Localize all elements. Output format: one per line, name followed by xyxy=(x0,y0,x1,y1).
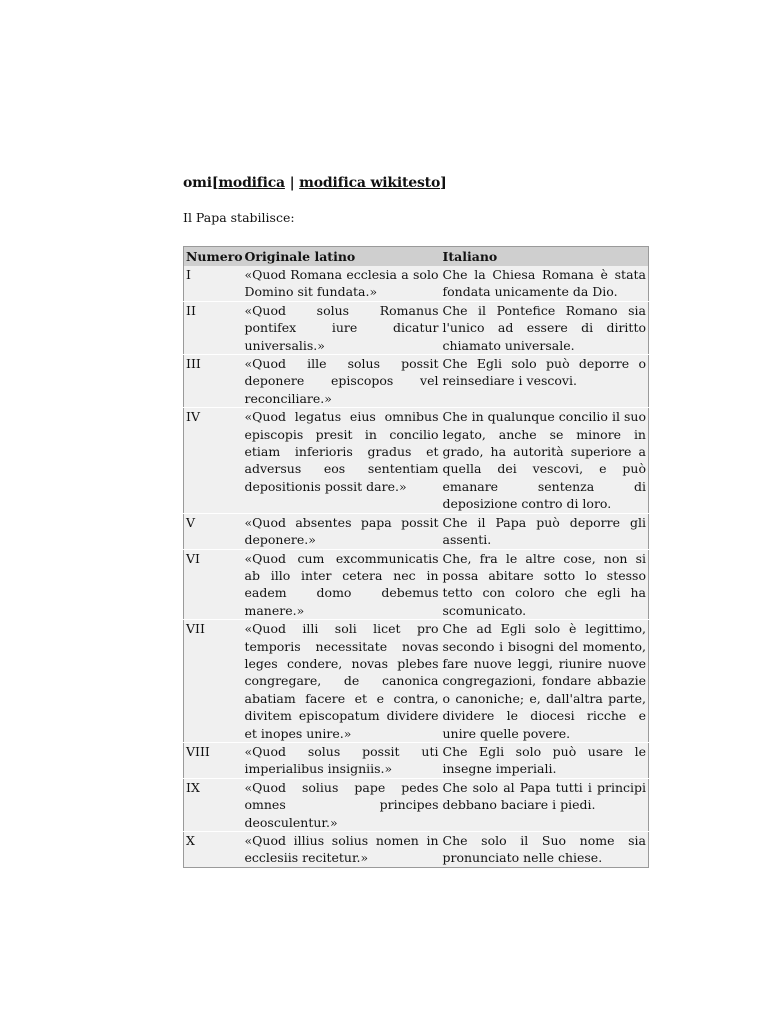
row-number-cell: I xyxy=(184,266,243,301)
table-row xyxy=(184,742,649,778)
edit-links-separator: | xyxy=(284,175,300,191)
header-number: Numero xyxy=(184,247,243,267)
table-row xyxy=(184,355,649,408)
latin-text-cell: «Quod illius solius nomen in ecclesiis recitetur.» xyxy=(244,833,439,866)
italian-text-cell: Che la Chiesa Romana è stata fondata unicamente da Dio. xyxy=(441,266,649,301)
row-number-cell: IX xyxy=(184,778,243,831)
table-row xyxy=(184,549,649,620)
latin-text-cell: «Quod Romana ecclesia a solo Domino sit fundata.» xyxy=(244,267,439,300)
latin-text-cell: «Quod solus Romanus pontifex iure dicatur universalis.» xyxy=(244,302,439,353)
row-number-cell: VII xyxy=(184,620,243,743)
row-number-cell: III xyxy=(184,355,243,408)
italian-text-cell: Che solo al Papa tutti i principi debbano baciare i piedi. xyxy=(441,778,649,831)
latin-text-cell: «Quod solus possit uti imperialibus insigniis.» xyxy=(244,743,439,777)
italian-text-cell: Che solo il Suo nome sia pronunciato nelle chiese. xyxy=(441,832,649,868)
header-latin: Originale latino xyxy=(243,247,441,267)
intro-text: Il Papa stabilisce: xyxy=(183,210,295,225)
header-italian: Italiano xyxy=(441,247,649,267)
table-row xyxy=(184,778,649,831)
latin-text-cell: «Quod legatus eius omnibus episcopis presit in concilio etiam inferioris gradus et adversus eos sententiam depositionis possit dare.» xyxy=(243,408,441,513)
row-number-cell: II xyxy=(184,301,243,354)
bracket-open: [ xyxy=(211,175,219,191)
latin-text-cell: «Quod absentes papa possit deponere.» xyxy=(244,514,439,548)
table-row xyxy=(184,301,649,354)
italian-text-cell: Che Egli solo può usare le insegne imperiali. xyxy=(441,742,649,778)
row-number-cell: X xyxy=(184,832,243,868)
table-row xyxy=(184,408,649,513)
latin-text-cell: «Quod ille solus possit deponere episcopos vel reconciliare.» xyxy=(244,356,439,406)
table-row xyxy=(184,832,649,868)
latin-text-cell: «Quod illi soli licet pro temporis necessitate novas leges condere, novas plebes congregare, de canonica abatiam facere et e contra, divitem episcopatum dividere et inopes unire.» xyxy=(244,621,439,741)
italian-text-cell: Che, fra le altre cose, non si possa abitare sotto lo stesso tetto con coloro che egli ha scomunicato. xyxy=(441,549,649,620)
italian-text-cell: Che ad Egli solo è legittimo, secondo i bisogni del momento, fare nuove leggi, riunire nuove congregazioni, fondare abbazie o canoniche; e, dall'altra parte, dividere le diocesi ricche e unire quelle povere. xyxy=(441,620,649,743)
bracket-close: ] xyxy=(440,175,447,191)
latin-text-cell: «Quod cum excommunicatis ab illo inter cetera nec in eadem domo debemus manere.» xyxy=(244,550,439,618)
table-header-row xyxy=(184,247,649,267)
italian-text-cell: Che in qualunque concilio il suo legato, anche se minore in grado, ha autorità superiore a quella dei vescovi, e può emanare sentenza di deposizione contro di loro. xyxy=(441,408,649,513)
document-page xyxy=(183,170,648,868)
table-row xyxy=(184,266,649,301)
row-number-cell: V xyxy=(184,513,243,549)
section-title: omi xyxy=(183,175,212,191)
row-number-cell: VIII xyxy=(184,742,243,778)
section-heading xyxy=(183,170,648,196)
dictatus-table xyxy=(183,246,649,868)
edit-link[interactable]: modifica xyxy=(218,175,285,191)
italian-text-cell: Che il Papa può deporre gli assenti. xyxy=(441,513,649,549)
table-row xyxy=(184,513,649,549)
table-body xyxy=(184,266,649,867)
row-number-cell: VI xyxy=(184,549,243,620)
italian-text-cell: Che il Pontefice Romano sia l'unico ad essere di diritto chiamato universale. xyxy=(441,301,649,354)
row-number-cell: IV xyxy=(184,408,243,513)
latin-text-cell: «Quod solius pape pedes omnes principes deosculentur.» xyxy=(244,779,439,830)
italian-text-cell: Che Egli solo può deporre o reinsediare i vescovi. xyxy=(441,355,649,408)
edit-source-link[interactable]: modifica wikitesto xyxy=(299,175,441,191)
table-row xyxy=(184,620,649,743)
